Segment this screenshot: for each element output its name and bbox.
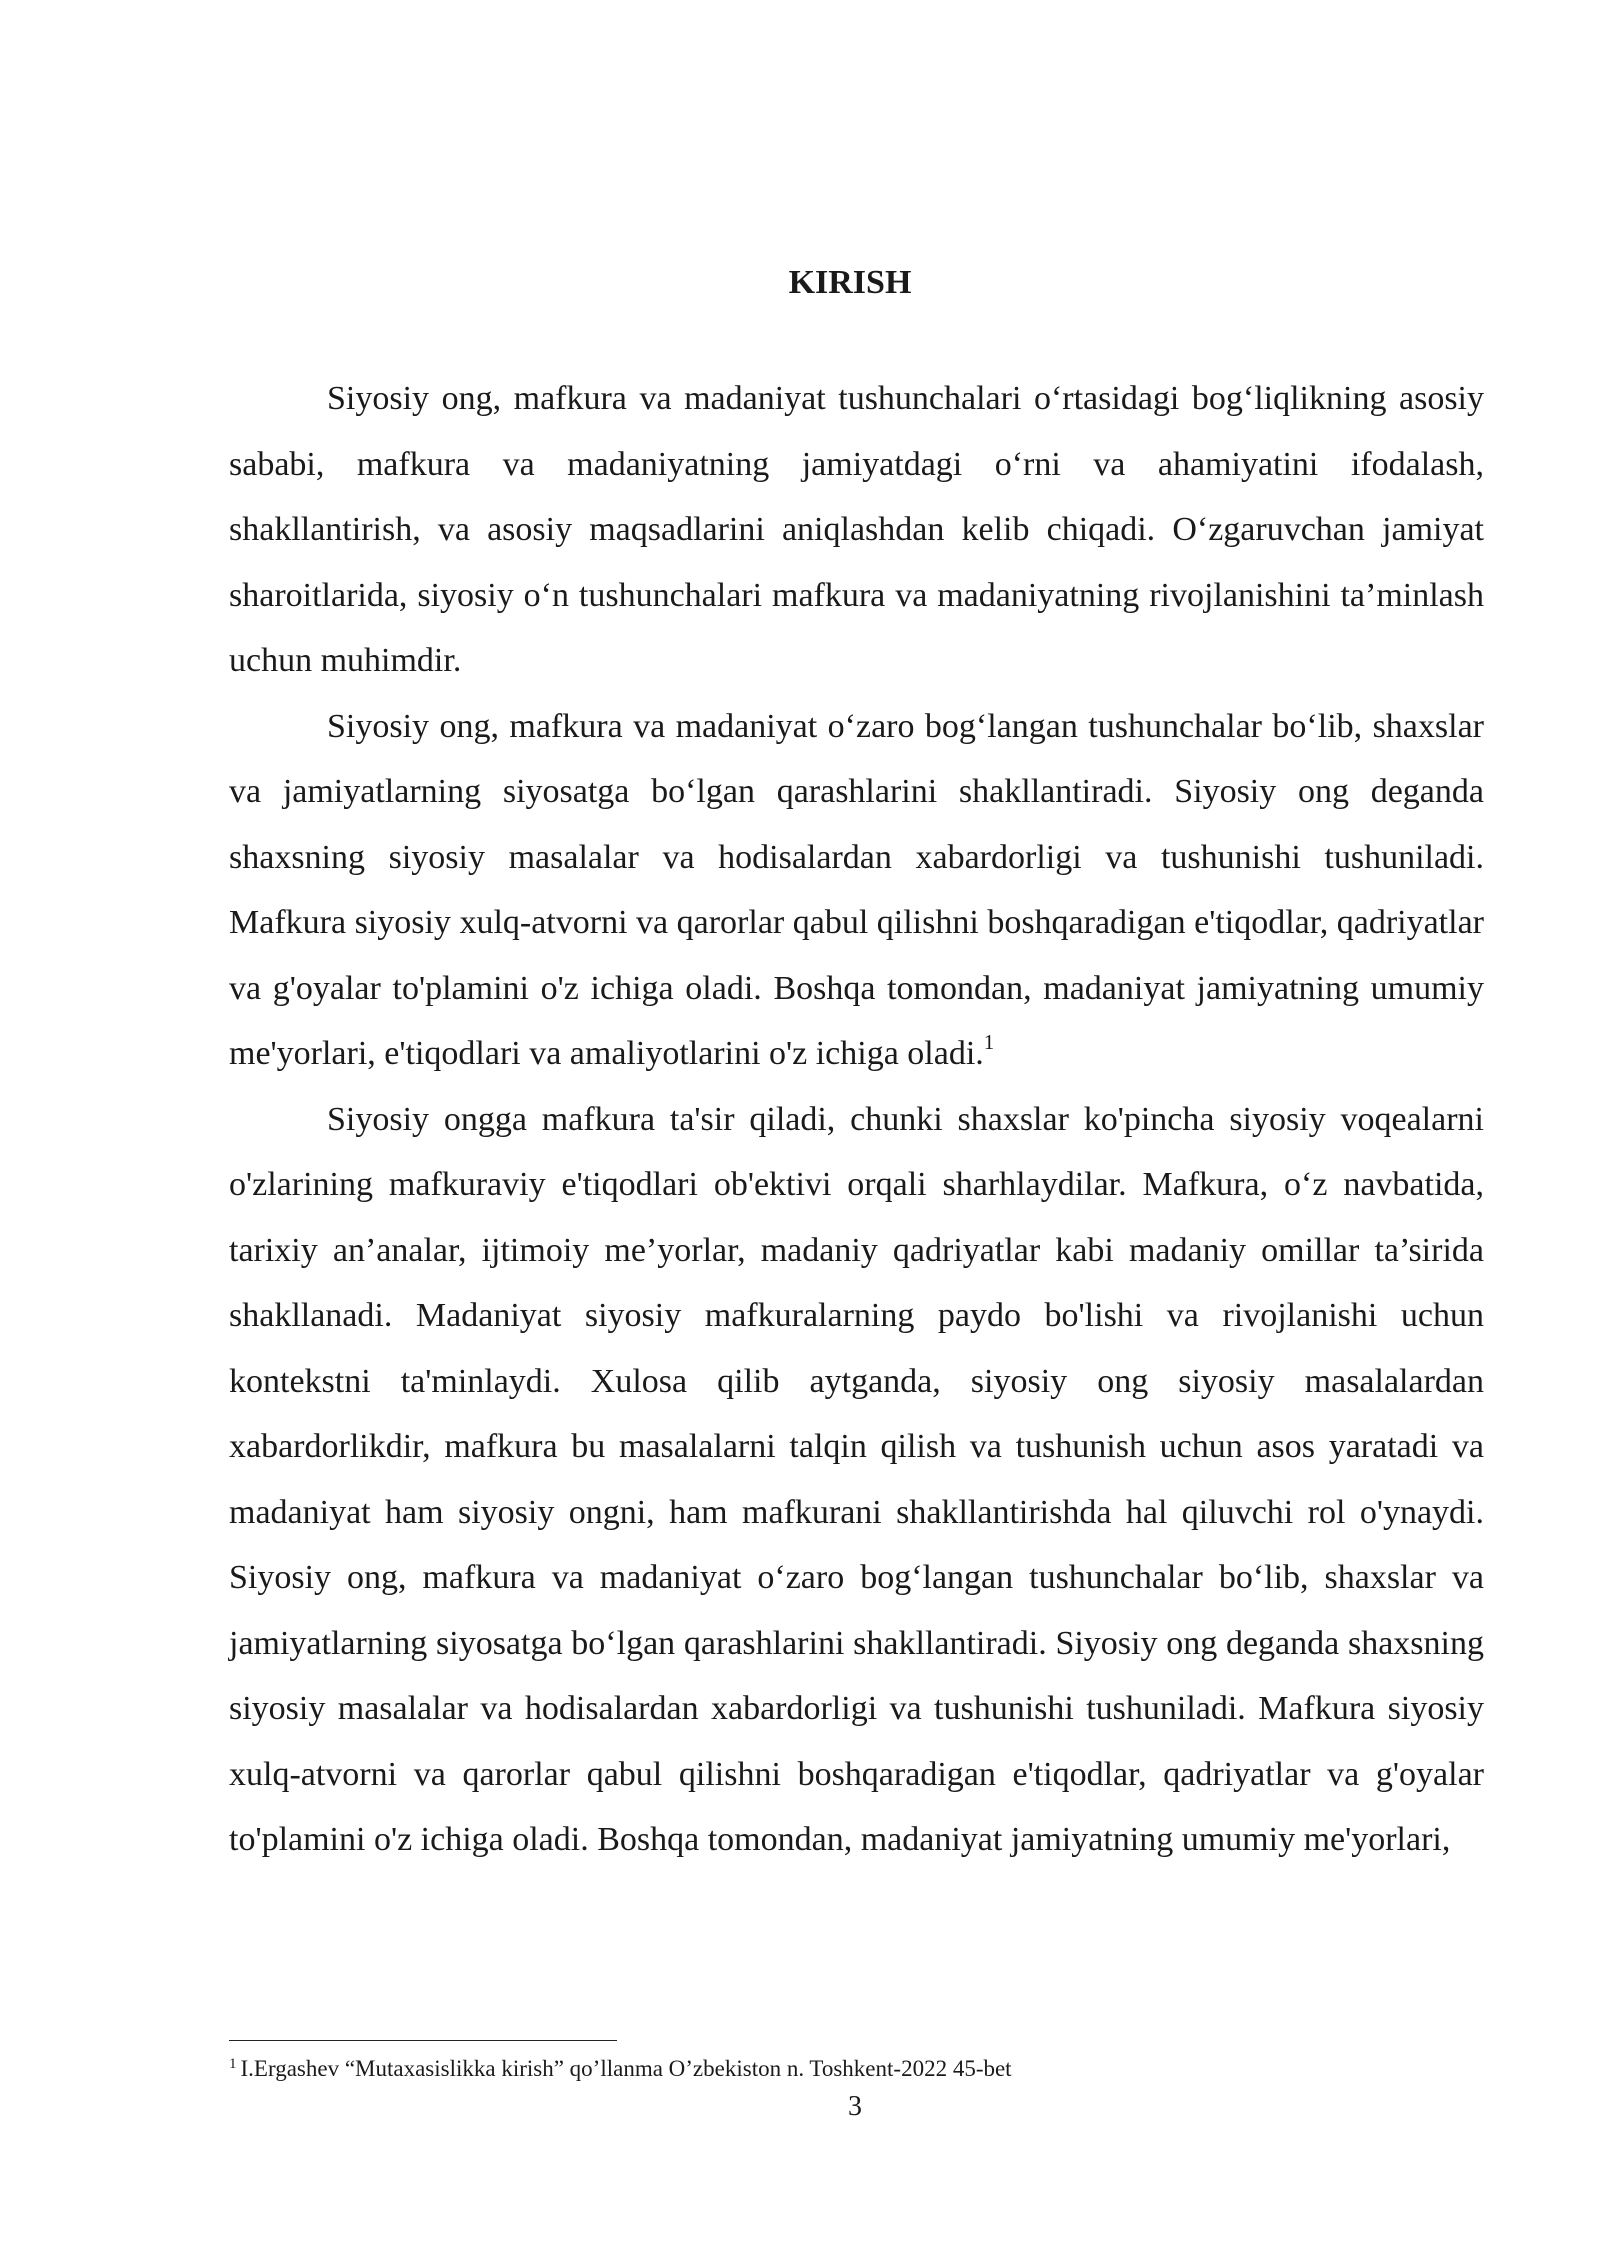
page-title: KIRISH [788, 264, 912, 301]
paragraph [229, 694, 1484, 1087]
paragraph [229, 1087, 1484, 1873]
footnote-mark: 1 [229, 2056, 237, 2072]
footnote-text: I.Ergashev “Mutaxasislikka kirish” qo’llanma O’zbekiston n. Toshkent-2022 45-bet [240, 2056, 1012, 2081]
footnote-reference[interactable]: 1 [983, 1030, 995, 1054]
paragraph [229, 366, 1484, 694]
paragraph-text: Siyosiy ong, mafkura va madaniyat tushunchalari o‘rtasidagi bog‘liqlikning asosiy sababi, mafkura va madaniyatning jamiyatdagi o‘rni va ahamiyatini ifodalash, shakllantirish, va asosiy maqsadlarini aniqlashdan kelib chiqadi. O‘zgaruvchan jamiyat sharoitlarida, siyosiy o‘n tushunchalari mafkura va madaniyatning rivojlanishini ta’minlash uchun muhimdir. [229, 380, 1484, 679]
page-number: 3 [848, 2091, 862, 2122]
body-text [229, 366, 1484, 1873]
footnote-separator [229, 2040, 617, 2041]
paragraph-text: Siyosiy ongga mafkura ta'sir qiladi, chunki shaxslar ko'pincha siyosiy voqealarni o'zlarining mafkuraviy e'tiqodlari ob'ektivi orqali sharhlaydilar. Mafkura, o‘z navbatida, tarixiy an’analar, ijtimoiy me’yorlar, madaniy qadriyatlar kabi madaniy omillar ta’sirida shakllanadi. Madaniyat siyosiy mafkuralarning paydo bo'lishi va rivojlanishi uchun kontekstni ta'minlaydi. Xulosa qilib aytganda, siyosiy ong siyosiy masalalardan xabardorlikdir, mafkura bu masalalarni talqin qilish va tushunish uchun asos yaratadi va madaniyat ham siyosiy ongni, ham mafkurani shakllantirishda hal qiluvchi rol o'ynaydi. Siyosiy ong, mafkura va madaniyat o‘zaro bog‘langan tushunchalar bo‘lib, shaxslar va jamiyatlarning siyosatga bo‘lgan qarashlarini shakllantiradi. Siyosiy ong deganda shaxsning siyosiy masalalar va hodisalardan xabardorligi va tushunishi tushuniladi. Mafkura siyosiy xulq-atvorni va qarorlar qabul qilishni boshqaradigan e'tiqodlar, qadriyatlar va g'oyalar to'plamini o'z ichiga oladi. Boshqa tomondan, madaniyat jamiyatning umumiy me'yorlari, [229, 1100, 1484, 1858]
footnote [229, 2054, 1429, 2084]
paragraph-text: Siyosiy ong, mafkura va madaniyat o‘zaro bog‘langan tushunchalar bo‘lib, shaxslar va jamiyatlarning siyosatga bo‘lgan qarashlarini shakllantiradi. Siyosiy ong deganda shaxsning siyosiy masalalar va hodisalardan xabardorligi va tushunishi tushuniladi. Mafkura siyosiy xulq-atvorni va qarorlar qabul qilishni boshqaradigan e'tiqodlar, qadriyatlar va g'oyalar to'plamini o'z ichiga oladi. Boshqa tomondan, madaniyat jamiyatning umumiy me'yorlari, e'tiqodlari va amaliyotlarini o'z ichiga oladi. [229, 707, 1484, 1072]
